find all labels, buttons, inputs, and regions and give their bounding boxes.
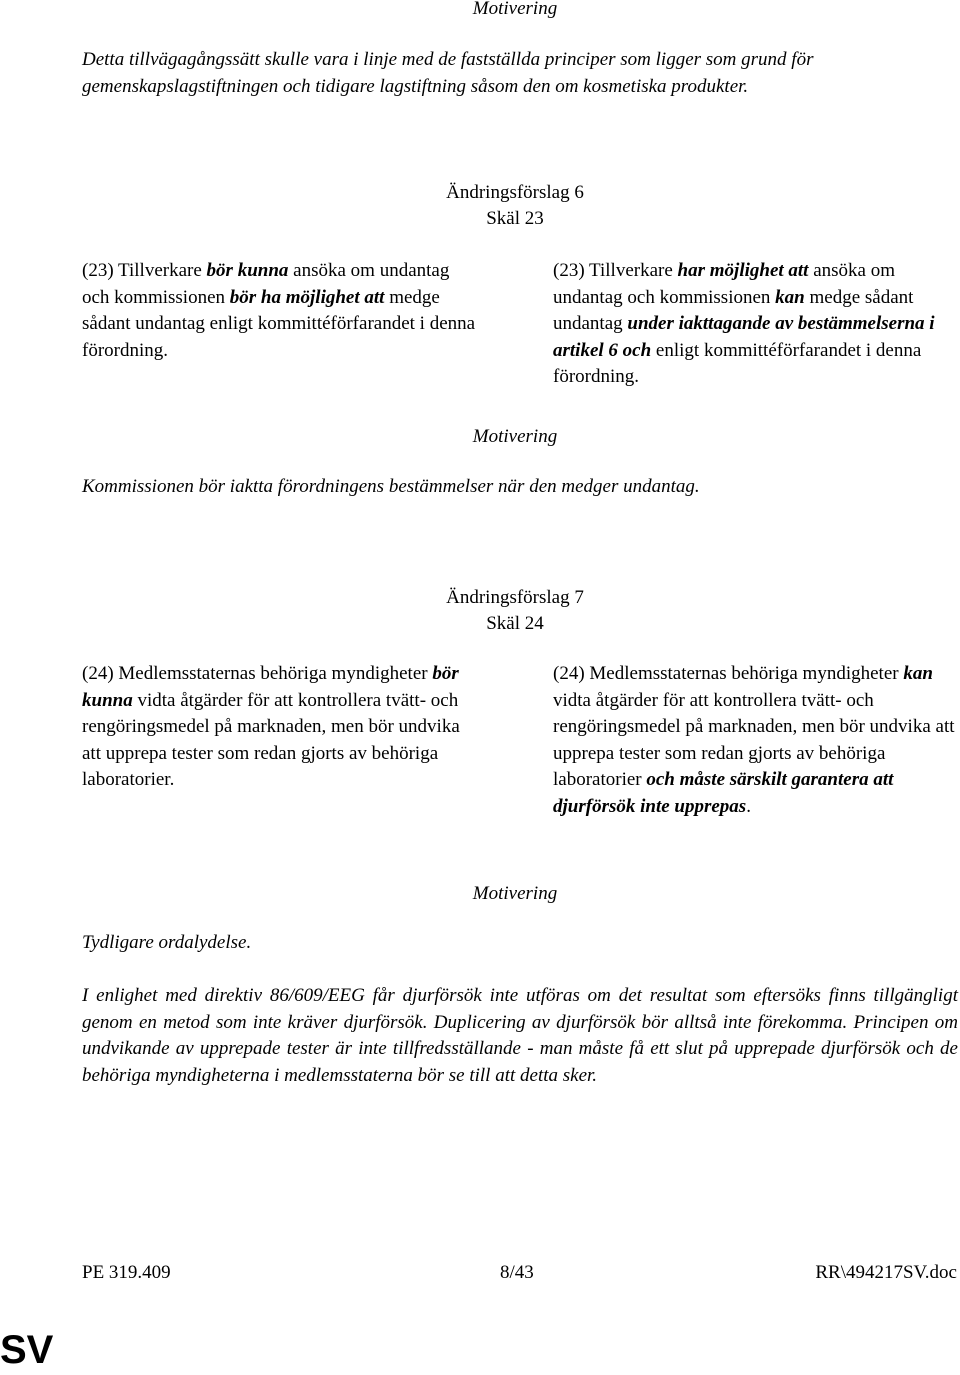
text-run: medge sådant undantag (553, 286, 914, 334)
text-run: ansöka om undantag och kommissionen (82, 260, 450, 308)
text-run: enligt kommittéförfarandet i denna förordning. (553, 339, 922, 387)
amendment-6-recital: Skäl 23 (486, 208, 544, 229)
emphasized-amendment-run: under iakttagande av bestämmelserna i artikel 6 och (553, 313, 935, 361)
amendment-7-title: Ändringsförslag 7 (446, 587, 584, 608)
text-run: medge sådant undantag enligt kommittéförfarandet i denna förordning. (82, 286, 476, 361)
text-run: . (746, 795, 751, 817)
amendment-6-amended-text (553, 258, 958, 391)
file-name: RR\494217SV.doc (815, 1262, 957, 1283)
amendment-6-original-text (82, 258, 477, 364)
emphasized-amendment-run: bör kunna (82, 663, 459, 711)
justification-text-4: I enlighet med direktiv 86/609/EEG får djurförsök inte utföras om det resultat som eftersöks finns tillgängligt genom en metod som inte kräver djurförsök. Duplicering av djurförsök bör alltså inte förekomma. Principen om undvikande av upprepade tester är inte tillfredsställande - man måste få ett slut på upprepade djurförsök och de behöriga myndigheterna i medlemsstaterna bör se till att detta sker. (82, 985, 958, 1086)
emphasized-amendment-run: bör kunna (206, 260, 289, 281)
motivering-heading-2: Motivering (472, 426, 558, 447)
emphasized-amendment-run: och måste särskilt garantera att djurförsök inte upprepas (553, 769, 894, 817)
amendment-6-title: Ändringsförslag 6 (446, 182, 584, 203)
amendment-7-amended-text (553, 661, 958, 820)
emphasized-amendment-run: bör ha möjlighet att (229, 286, 385, 308)
justification-text-1: Detta tillvägagångssätt skulle vara i linje med de fastställda principer som ligger som grund för gemenskapslagstiftningen och tidigare lagstiftning såsom den om kosmetiska produkter. (82, 49, 814, 97)
text-run: vidta åtgärder för att kontrollera tvätt- och rengöringsmedel på marknaden, men bör undvika att upprepa tester som redan gjorts av behöriga laboratorier (553, 689, 955, 790)
motivering-heading-1: Motivering (472, 0, 558, 19)
text-run: (23) Tillverkare (553, 260, 678, 281)
justification-text-3: Tydligare ordalydelse. (82, 932, 252, 953)
text-run: vidta åtgärder för att kontrollera tvätt- och rengöringsmedel på marknaden, men bör undvika att upprepa tester som redan gjorts av behöriga laboratorier. (82, 689, 460, 790)
amendment-7-original-text (82, 661, 477, 794)
amendment-7-recital: Skäl 24 (486, 613, 544, 634)
justification-text-2: Kommissionen bör iaktta förordningens bestämmelser när den medger undantag. (82, 476, 700, 497)
text-run: ansöka om undantag och kommissionen (553, 260, 896, 308)
language-code: SV (0, 1328, 54, 1372)
text-run: (23) Tillverkare (82, 260, 207, 281)
document-reference: PE 319.409 (82, 1262, 171, 1283)
emphasized-amendment-run: kan (775, 286, 805, 308)
page-number: 8/43 (500, 1262, 534, 1283)
motivering-heading-3: Motivering (472, 883, 558, 904)
text-run: (24) Medlemsstaternas behöriga myndigheter (82, 663, 433, 684)
text-run: (24) Medlemsstaternas behöriga myndigheter (553, 663, 904, 684)
emphasized-amendment-run: har möjlighet att (677, 260, 809, 281)
emphasized-amendment-run: kan (903, 663, 933, 684)
